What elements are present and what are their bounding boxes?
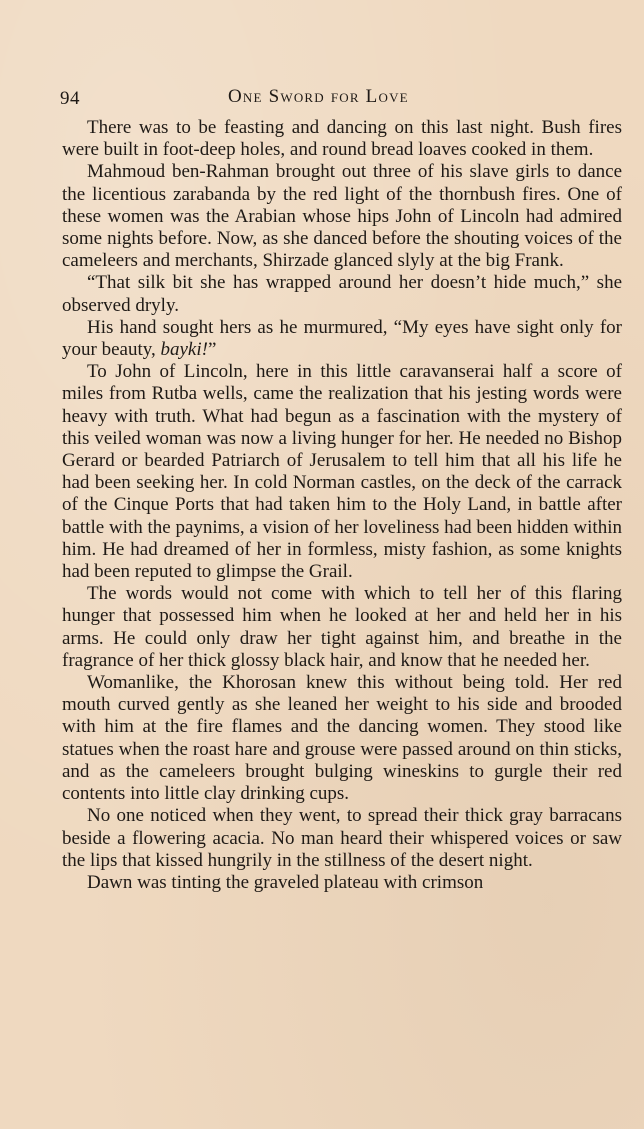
paragraph-text: ”	[207, 339, 217, 361]
italic-word: bayki!	[160, 339, 208, 361]
paragraph	[62, 317, 622, 361]
paragraph: There was to be feasting and dancing on this last night. Bush fires were built in foot-deep holes, and round bread loaves cooked in them.	[62, 117, 622, 161]
paragraph: The words would not come with which to tell her of this flaring hunger that possessed him when he looked at her and held her in his arms. He could only draw her tight against him, and breathe in the fragrance of her thick glossy black hair, and know that he needed her.	[62, 583, 622, 671]
paragraph: Dawn was tinting the graveled plateau with crimson	[87, 871, 484, 893]
paragraph: No one noticed when they went, to spread their thick gray barracans beside a flowering acacia. No man heard their whispered voices or saw the lips that kissed hungrily in the stillness of the desert night.	[62, 805, 622, 871]
paragraph: To John of Lincoln, here in this little caravanserai half a score of miles from Rutba wells, came the realization that his jesting words were heavy with truth. What had begun as a fascination with the mystery of this veiled woman was now a living hunger for her. He needed no Bishop Gerard or bearded Patriarch of Jerusalem to tell him that all his life he had been seeking her. In cold Norman castles, on the deck of the carrack of the Cinque Ports that had taken him to the Holy Land, in battle after battle with the paynims, a vision of her loveliness had been hidden within him. He had dreamed of her in formless, misty fashion, as some knights had been reputed to glimpse the Grail.	[62, 361, 622, 583]
page-number: 94	[60, 88, 80, 109]
page-header	[60, 84, 614, 114]
paragraph: Mahmoud ben-Rahman brought out three of his slave girls to dance the licentious zarabanda by the red light of the thornbush fires. One of these women was the Arabian whose hips John of Lincoln had admired some nights before. Now, as she danced before the shouting voices of the cameleers and merchants, Shirzade glanced slyly at the big Frank.	[62, 161, 622, 272]
paragraph: “That silk bit she has wrapped around her doesn’t hide much,” she observed dryly.	[62, 272, 622, 316]
paragraph: Womanlike, the Khorosan knew this without being told. Her red mouth curved gently as she leaned her weight to his side and brooded with him at the fire flames and the dancing women. They stood like statues when the roast hare and grouse were passed around on thin sticks, and as the cameleers brought bulging wineskins to gurgle their red contents into little clay drinking cups.	[62, 672, 622, 805]
paragraph-text: His hand sought hers as he murmured, “My eyes have sight only for your beauty,	[62, 316, 622, 361]
running-title: One Sword for Love	[228, 86, 409, 107]
body-text	[62, 117, 622, 894]
